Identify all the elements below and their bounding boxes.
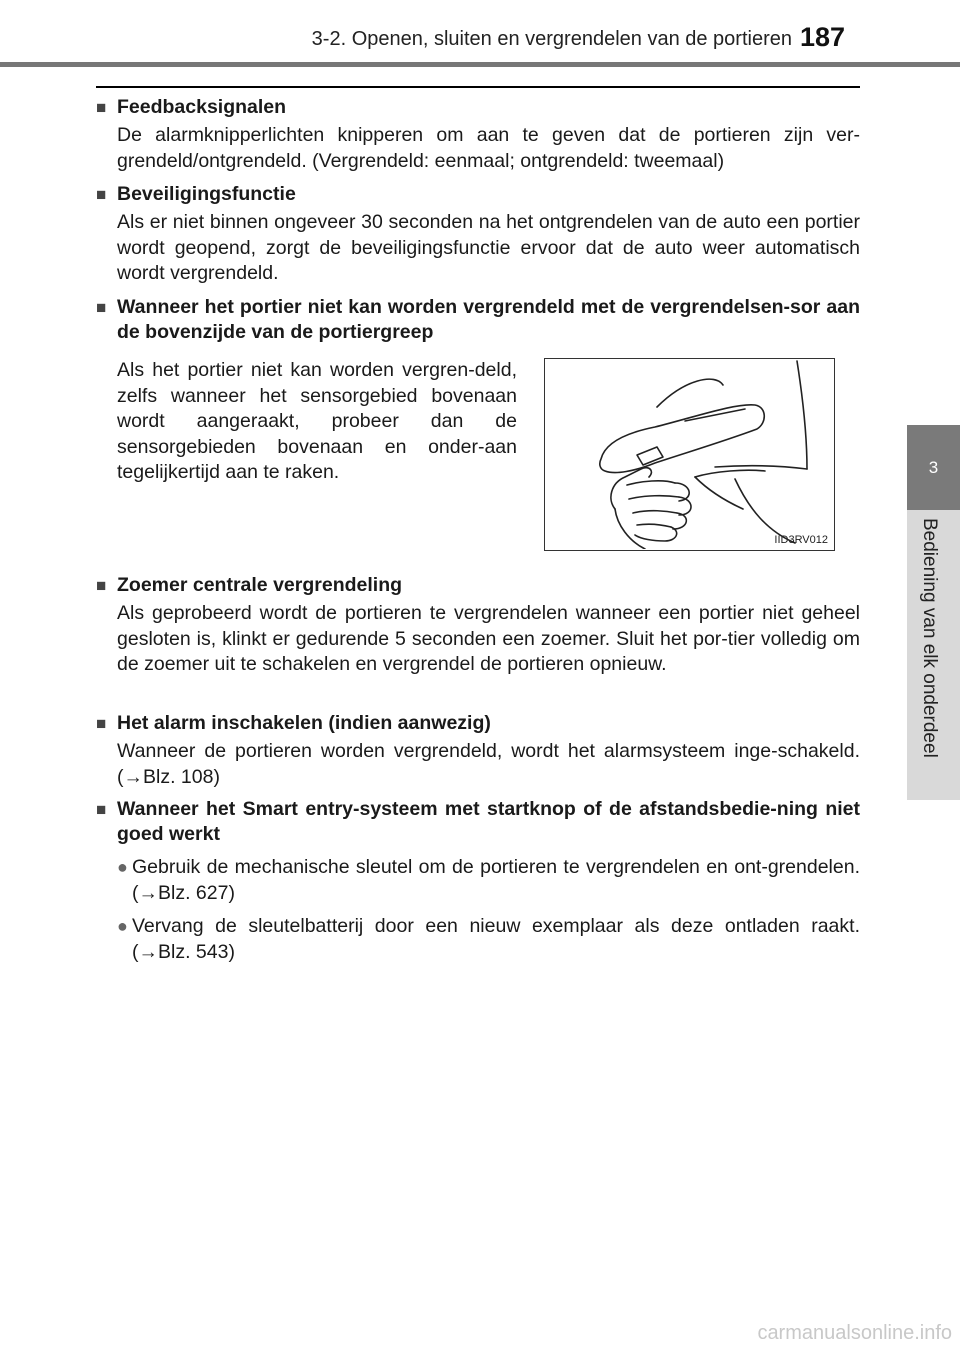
watermark: carmanualsonline.info [757, 1322, 952, 1344]
round-bullet-icon: ● [117, 857, 128, 877]
section-smart-entry [96, 797, 860, 965]
section-heading: ■ Zoemer centrale vergrendeling [96, 574, 403, 596]
figure-description: Als het portier niet kan worden vergren-deld, zelfs wanneer het sensorgebied bovenaan wordt aangeraakt, probeer dan de sensorgebieden bovenaan en onder-aan tegelijkertijd aan te raken. [117, 359, 517, 483]
square-bullet-icon: ■ [96, 714, 107, 733]
square-bullet-icon: ■ [96, 98, 107, 117]
section-divider [96, 86, 860, 88]
section-body: De alarmknipperlichten knipperen om aan te geven dat de portieren zijn ver-grendeld/ontgrendeld. (Vergrendeld: eenmaal; ontgrendeld: tweemaal) [117, 124, 860, 172]
section-feedback [96, 95, 860, 174]
round-bullet-icon: ● [117, 916, 128, 936]
section-alarm [96, 711, 860, 790]
section-body: Als er niet binnen ongeveer 30 seconden na het ontgrendelen van de auto een portier wordt geopend, zorgt de beveiligingsfunctie ervoor dat de auto weer automatisch wordt vergrendeld. [117, 211, 860, 284]
chapter-tab-label: Bediening van elk onderdeel [919, 518, 940, 758]
section-heading: ■ Het alarm inschakelen (indien aanwezig) [96, 712, 491, 734]
square-bullet-icon: ■ [96, 800, 107, 819]
section-heading: ■ Beveiligingsfunctie [96, 183, 296, 205]
section-heading: ■ Wanneer het portier niet kan worden vergrendeld met de vergrendelsen-sor aan de bovenzijde van de portiergreep [96, 296, 860, 343]
list-item: ● Gebruik de mechanische sleutel om de portieren te vergrendelen en ont-grendelen. (→Blz. 627) [117, 855, 860, 906]
section-body: Wanneer de portieren worden vergrendeld, wordt het alarmsysteem inge-schakeld. (→Blz. 108) [117, 740, 860, 788]
section-heading: ■ Wanneer het Smart entry-systeem met startknop of de afstandsbedie-ning niet goed werkt [96, 798, 860, 845]
square-bullet-icon: ■ [96, 298, 107, 317]
door-handle-illustration [544, 358, 835, 551]
square-bullet-icon: ■ [96, 576, 107, 595]
chapter-tab[interactable]: 3 [907, 425, 960, 510]
section-buzzer [96, 573, 860, 678]
section-security [96, 182, 860, 287]
figure-code: IID3RV012 [774, 534, 828, 546]
list-item: ● Vervang de sleutelbatterij door een nieuw exemplaar als deze ontladen raakt. (→Blz. 543) [117, 914, 860, 965]
section-body: Als geprobeerd wordt de portieren te vergrendelen wanneer een portier niet geheel gesloten is, klinkt er gedurende 5 seconden een zoemer. Sluit het por-tier volledig om de zoemer uit te schakelen en vergrendel de portieren opnieuw. [117, 602, 860, 675]
section-lock-sensor [96, 295, 860, 345]
chapter-title: 3-2. Openen, sluiten en vergrendelen van de portieren [311, 28, 792, 50]
hand-on-door-handle-icon [545, 359, 833, 549]
section-heading: ■ Feedbacksignalen [96, 96, 287, 118]
page-number: 187 [800, 22, 846, 52]
header-divider [0, 62, 960, 67]
square-bullet-icon: ■ [96, 185, 107, 204]
